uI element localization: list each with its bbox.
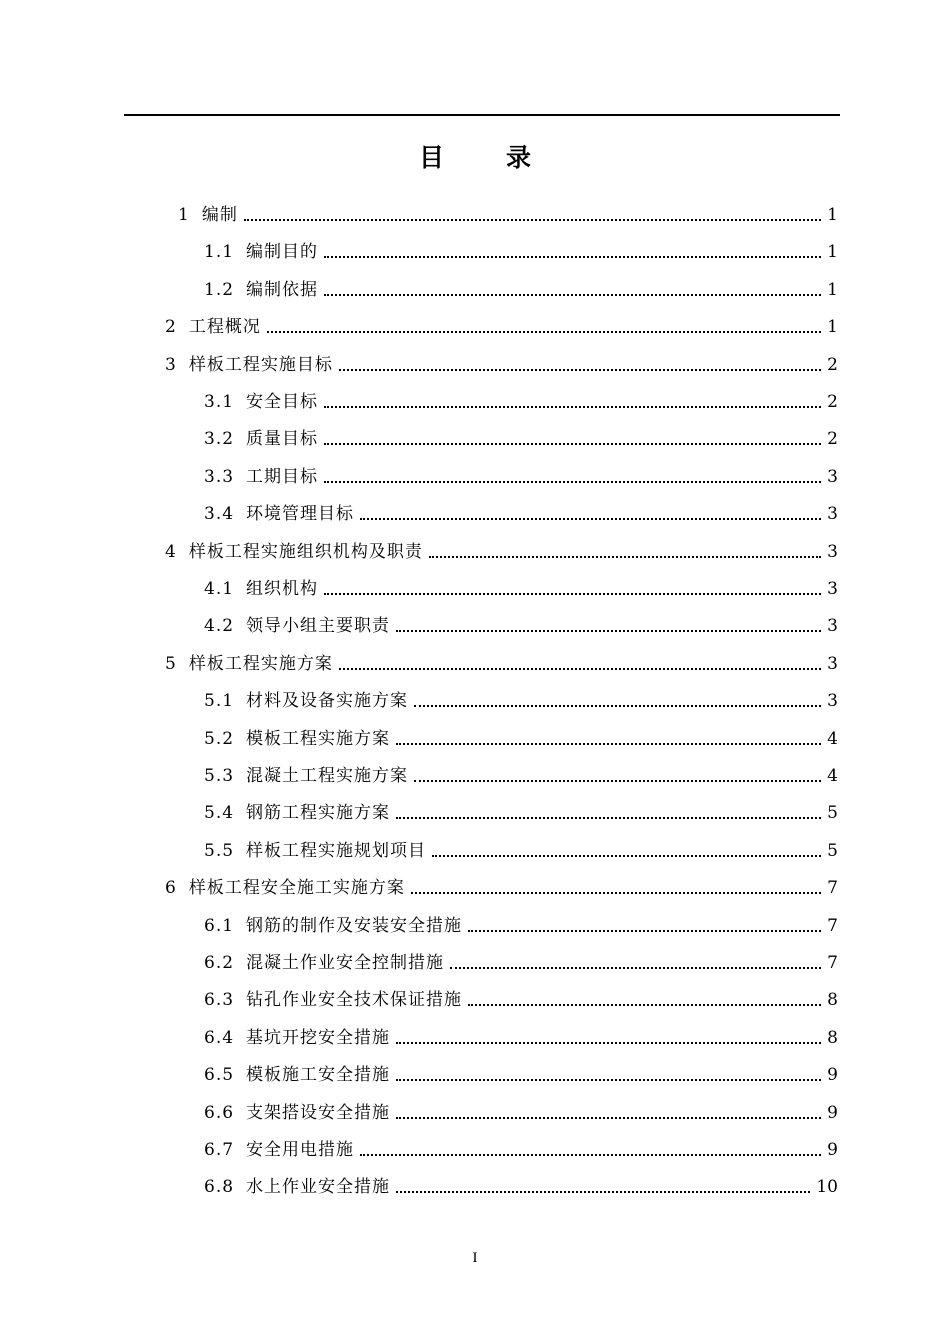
- toc-dot-leader: [468, 1004, 821, 1006]
- toc-entry[interactable]: [204, 607, 838, 637]
- toc-dot-leader: [360, 1154, 821, 1156]
- toc-dot-leader: [414, 780, 821, 782]
- toc-entry-title: 样板工程实施规划项目: [246, 840, 427, 861]
- toc-entry-page: 2: [827, 392, 838, 412]
- header-rule: [124, 114, 840, 116]
- toc-entry-number: 1.2: [204, 279, 235, 300]
- toc-dot-leader: [339, 668, 821, 670]
- toc-entry-number: 5.3: [204, 766, 235, 786]
- toc-entry-number: 5.5: [204, 840, 235, 861]
- toc-entry[interactable]: [204, 1131, 838, 1161]
- toc-entry-title: 领导小组主要职责: [246, 616, 391, 637]
- toc-entry-number: 3.1: [204, 392, 235, 412]
- toc-entry-number: 4: [165, 541, 177, 562]
- toc-entry[interactable]: [165, 869, 838, 899]
- toc-dot-leader: [324, 294, 821, 296]
- toc-dot-leader: [396, 1191, 810, 1193]
- toc-dot-leader: [324, 481, 821, 483]
- toc-entry-title: 混凝土作业安全控制措施: [246, 953, 445, 973]
- toc-dot-leader: [396, 630, 821, 632]
- toc-entry-page: 9: [827, 1102, 838, 1123]
- toc-entry-number: 6.7: [204, 1140, 235, 1160]
- toc-entry[interactable]: [204, 420, 838, 450]
- toc-entry-page: 4: [827, 766, 838, 786]
- toc-entry-page: 7: [827, 915, 838, 936]
- toc-entry-page: 4: [827, 728, 838, 749]
- toc-entry-title: 安全目标: [246, 392, 319, 412]
- toc-entry-title: 支架搭设安全措施: [246, 1102, 391, 1123]
- toc-entry-page: 3: [827, 653, 838, 674]
- toc-entry-page: 3: [827, 616, 838, 637]
- toc-entry[interactable]: [204, 682, 838, 712]
- toc-entry[interactable]: [204, 495, 838, 525]
- toc-entry-page: 3: [827, 466, 838, 487]
- toc-entry[interactable]: [204, 233, 838, 263]
- toc-entry-title: 编制目的: [246, 242, 319, 263]
- toc-entry-page: 3: [827, 691, 838, 712]
- toc-dot-leader: [450, 967, 821, 969]
- toc-entry[interactable]: [204, 570, 838, 600]
- toc-dot-leader: [244, 219, 821, 221]
- toc-entry-title: 样板工程安全施工实施方案: [188, 878, 405, 899]
- toc-entry-number: 3.3: [204, 466, 235, 487]
- toc-entry-number: 5: [165, 653, 177, 674]
- toc-entry-title: 基坑开挖安全措施: [246, 1027, 391, 1048]
- toc-entry-title: 样板工程实施组织机构及职责: [188, 541, 423, 562]
- toc-entry-title: 钢筋的制作及安装安全措施: [246, 915, 463, 936]
- toc-entry-title: 模板施工安全措施: [246, 1065, 391, 1086]
- toc-entry-number: 4.1: [204, 579, 235, 599]
- toc-entry-title: 钻孔作业安全技术保证措施: [246, 990, 463, 1011]
- toc-entry-page: 9: [827, 1140, 838, 1160]
- toc-entry-page: 7: [827, 878, 838, 899]
- page-number: I: [472, 1250, 478, 1266]
- toc-entry-number: 6.5: [204, 1065, 235, 1086]
- toc-entry[interactable]: [204, 1056, 838, 1086]
- toc-entry-number: 6.8: [204, 1177, 235, 1198]
- toc-entry-number: 6: [165, 878, 177, 899]
- toc-entry-title: 编制: [201, 205, 238, 225]
- toc-entry[interactable]: [165, 533, 838, 563]
- toc-dot-leader: [339, 369, 821, 371]
- toc-entry[interactable]: [204, 458, 838, 488]
- toc-dot-leader: [396, 1117, 821, 1119]
- toc-entry-number: 3: [165, 354, 177, 375]
- toc-entry-number: 5.4: [204, 803, 235, 824]
- toc-entry[interactable]: [204, 794, 838, 824]
- toc-entry-number: 6.1: [204, 915, 235, 936]
- toc-entry[interactable]: [204, 271, 838, 301]
- toc-title: 目录: [418, 143, 593, 172]
- toc-entry[interactable]: [204, 757, 838, 787]
- toc-entry-page: 9: [827, 1065, 838, 1086]
- toc-entry-number: 1: [178, 205, 190, 225]
- toc-entry-title: 组织机构: [246, 579, 319, 599]
- toc-dot-leader: [411, 892, 821, 894]
- toc-dot-leader: [396, 817, 821, 819]
- toc-entry[interactable]: [204, 981, 838, 1011]
- toc-entry[interactable]: [204, 944, 838, 974]
- toc-entry-page: 10: [816, 1177, 838, 1198]
- toc-entry[interactable]: [165, 645, 838, 675]
- toc-dot-leader: [324, 593, 821, 595]
- toc-dot-leader: [324, 406, 821, 408]
- toc-entry-title: 编制依据: [246, 279, 319, 300]
- toc-entry-number: 6.6: [204, 1102, 235, 1123]
- toc-entry-number: 5.2: [204, 728, 235, 749]
- toc-entry-number: 6.4: [204, 1027, 235, 1048]
- toc-entry-page: 3: [827, 541, 838, 562]
- toc-entry[interactable]: [165, 346, 838, 376]
- toc-entry[interactable]: [204, 1094, 838, 1124]
- toc-entry-page: 7: [827, 953, 838, 973]
- toc-entry-page: 1: [827, 279, 838, 300]
- toc-entry-number: 3.4: [204, 504, 235, 525]
- toc-dot-leader: [414, 705, 821, 707]
- toc-entry[interactable]: [204, 1019, 838, 1049]
- toc-entry-title: 环境管理目标: [246, 504, 355, 525]
- toc-entry[interactable]: [204, 832, 838, 862]
- toc-entry-page: 5: [827, 840, 838, 861]
- toc-entry-number: 2: [165, 317, 177, 338]
- toc-entry-title: 质量目标: [246, 429, 319, 450]
- toc-dot-leader: [396, 1042, 821, 1044]
- toc-entry-page: 2: [827, 429, 838, 450]
- toc-entry[interactable]: [204, 720, 838, 750]
- toc-entry-number: 6.3: [204, 990, 235, 1011]
- toc-entry-page: 8: [827, 990, 838, 1011]
- toc-entry-page: 1: [827, 205, 838, 225]
- toc-entry-title: 水上作业安全措施: [246, 1177, 391, 1198]
- toc-entry-title: 材料及设备实施方案: [246, 691, 409, 712]
- toc-entry-page: 3: [827, 579, 838, 599]
- toc-entry-number: 1.1: [204, 242, 235, 263]
- toc-entry-title: 混凝土工程实施方案: [246, 766, 409, 786]
- toc-dot-leader: [324, 443, 821, 445]
- toc-entry-page: 3: [827, 504, 838, 525]
- toc-dot-leader: [432, 855, 821, 857]
- toc-entry-page: 2: [827, 354, 838, 375]
- toc-dot-leader: [360, 518, 821, 520]
- toc-entry-number: 3.2: [204, 429, 235, 450]
- toc-dot-leader: [396, 743, 821, 745]
- toc-entry-page: 5: [827, 803, 838, 824]
- toc-entry-title: 工程概况: [188, 317, 261, 338]
- toc-entry-page: 1: [827, 317, 838, 338]
- toc-dot-leader: [429, 556, 821, 558]
- toc-dot-leader: [267, 331, 821, 333]
- toc-entry-page: 8: [827, 1027, 838, 1048]
- toc-dot-leader: [396, 1079, 821, 1081]
- toc-entry-number: 6.2: [204, 953, 235, 973]
- toc-entry[interactable]: [204, 383, 838, 413]
- toc-entry-title: 模板工程实施方案: [246, 728, 391, 749]
- toc-entry-title: 钢筋工程实施方案: [246, 803, 391, 824]
- toc-entry[interactable]: [165, 308, 838, 338]
- toc-entry-title: 样板工程实施目标: [188, 354, 333, 375]
- toc-dot-leader: [468, 930, 821, 932]
- toc-entry-number: 5.1: [204, 691, 235, 712]
- toc-entry[interactable]: [204, 1168, 838, 1198]
- toc-entry-page: 1: [827, 242, 838, 263]
- toc-entry[interactable]: [204, 907, 838, 937]
- toc-entry-number: 4.2: [204, 616, 235, 637]
- toc-entry-title: 样板工程实施方案: [188, 653, 333, 674]
- toc-entry[interactable]: [178, 196, 838, 226]
- toc-dot-leader: [324, 256, 821, 258]
- toc-entry-title: 工期目标: [246, 466, 319, 487]
- toc-entry-title: 安全用电措施: [246, 1140, 355, 1160]
